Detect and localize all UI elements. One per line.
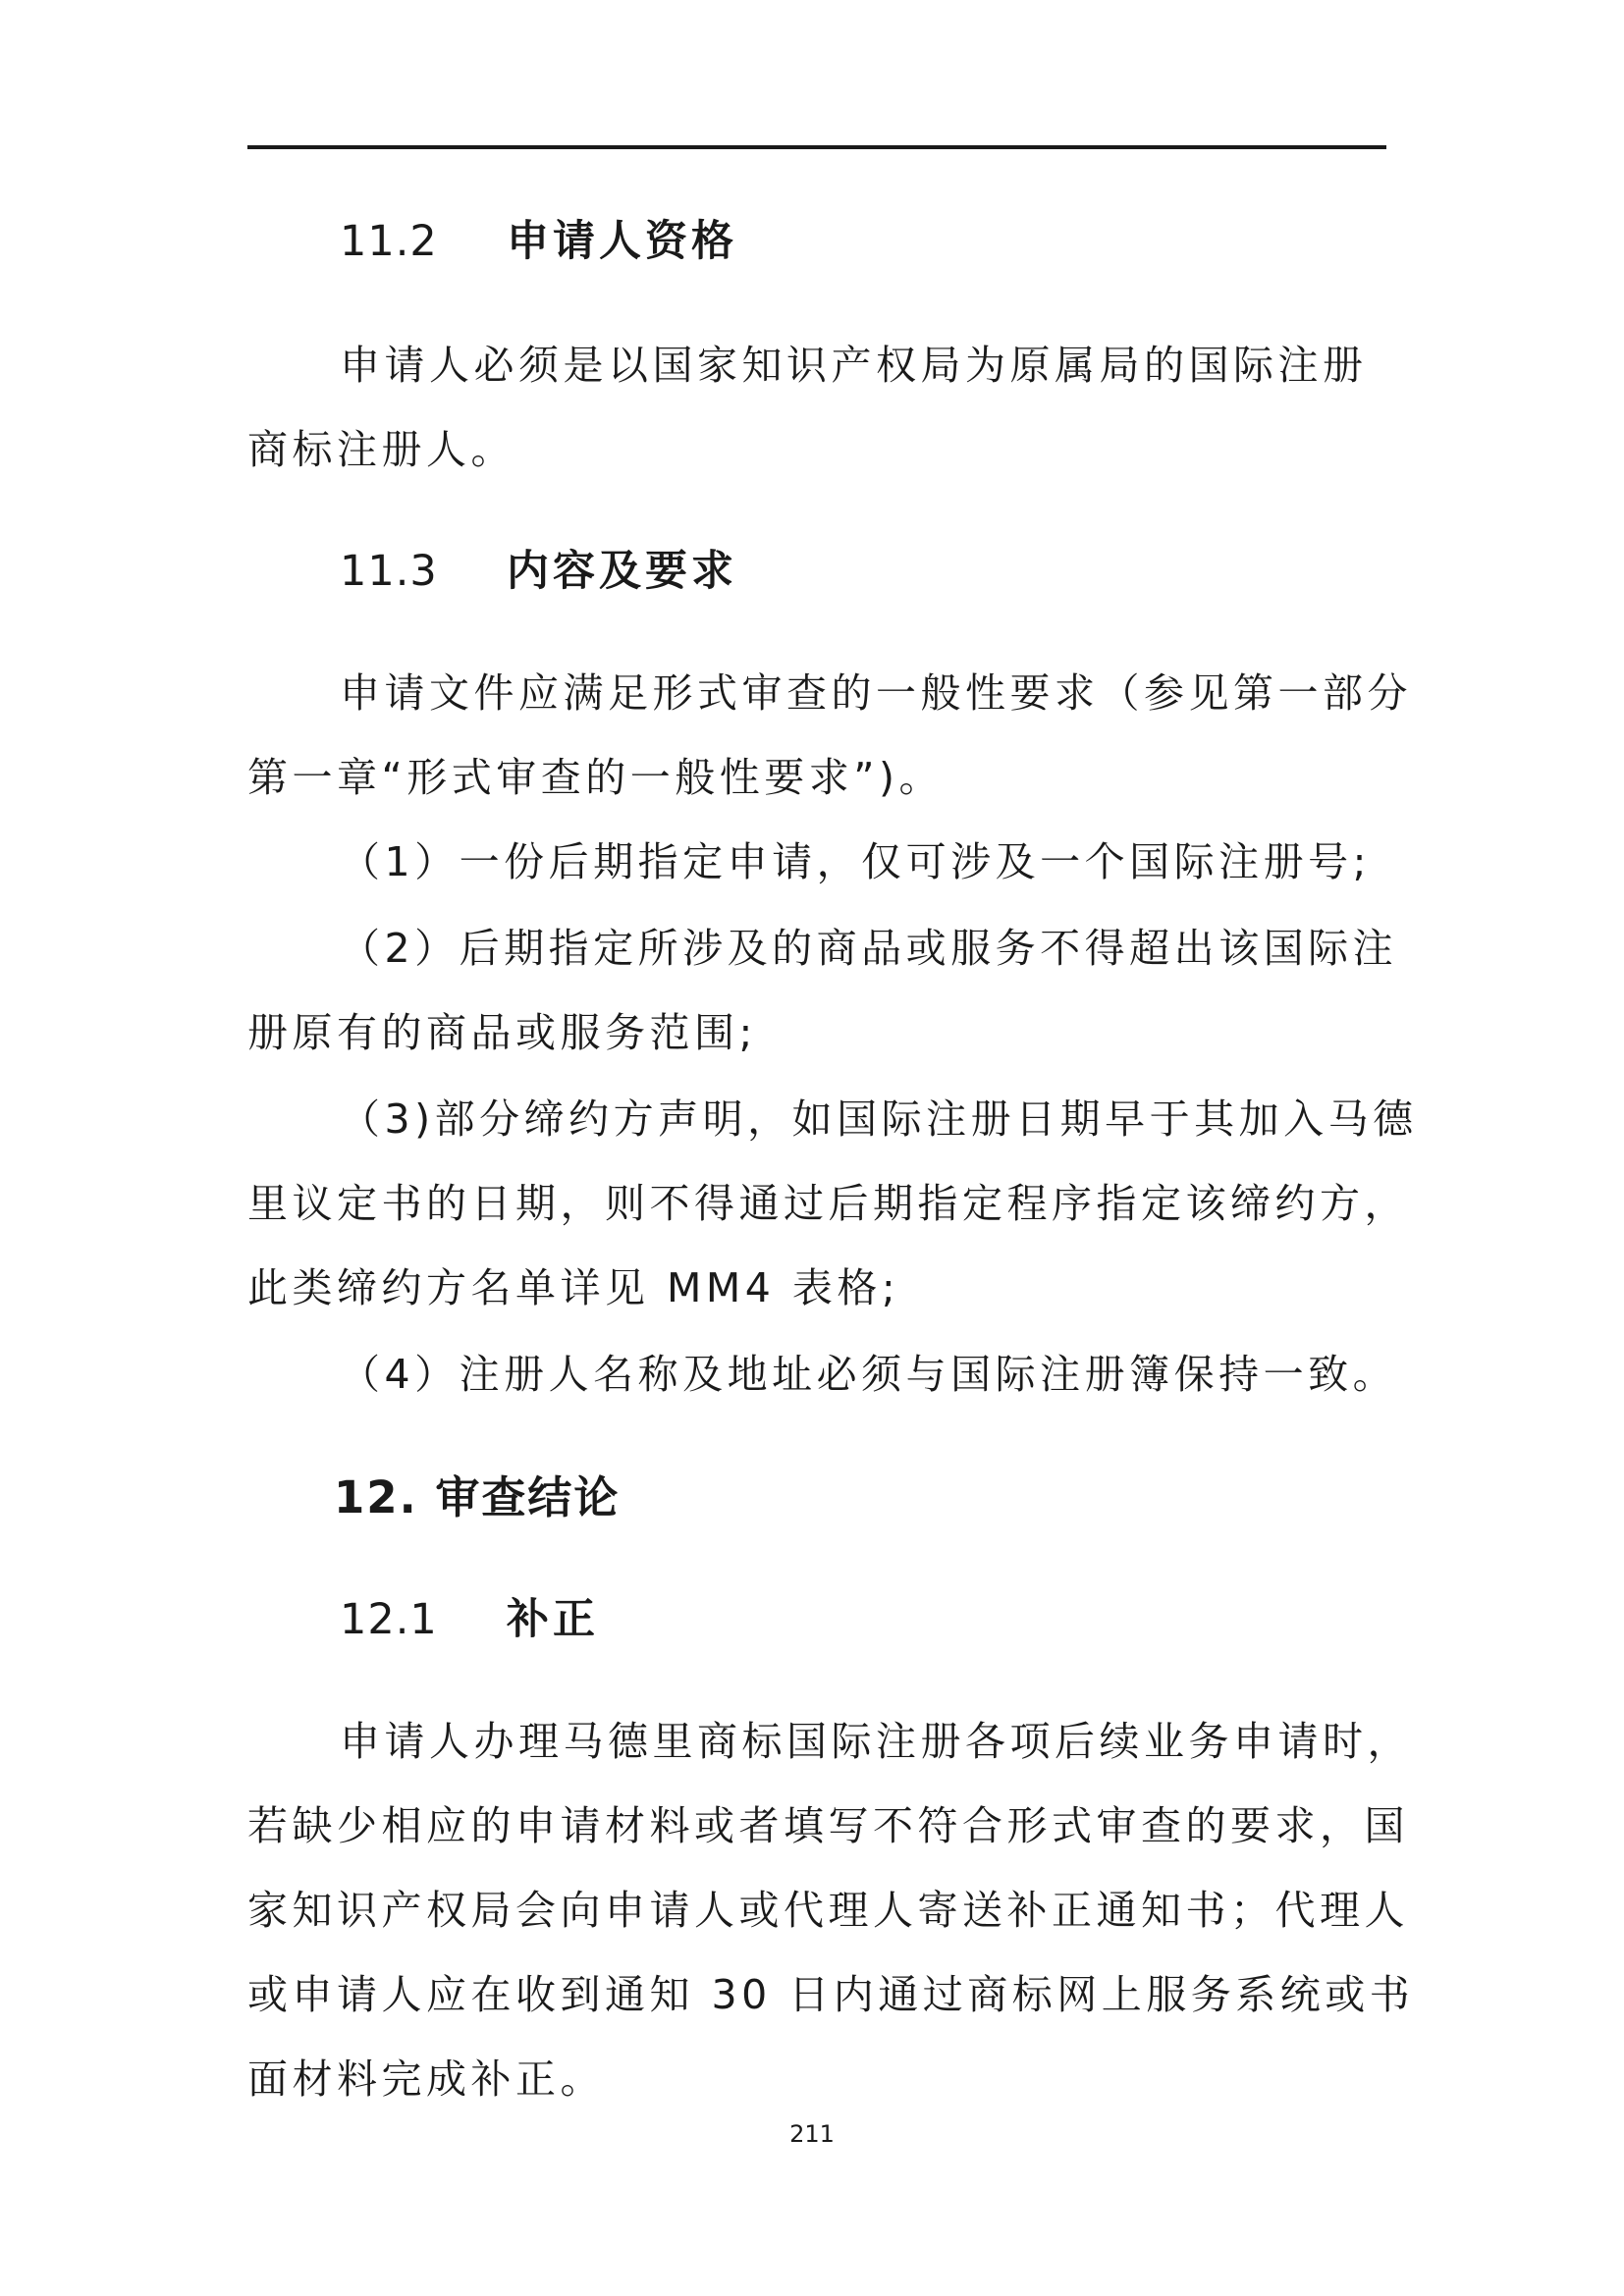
list-item-continuation: 里议定书的日期，则不得通过后期指定程序指定该缔约方，: [247, 1180, 1409, 1227]
section-title: 补正: [507, 1595, 599, 1644]
header-rule: [247, 145, 1386, 149]
section-12-1-heading: [340, 1594, 599, 1645]
section-title: 申请人资格: [507, 217, 737, 266]
paragraph-line: 或申请人应在收到通知 30 日内通过商标网上服务系统或书: [247, 1971, 1415, 2018]
section-title: 内容及要求: [507, 547, 737, 596]
paragraph-line: 商标注册人。: [247, 426, 515, 473]
section-12-heading: 12. 审查结论: [334, 1471, 621, 1523]
list-item: （2）后期指定所涉及的商品或服务不得超出该国际注: [340, 925, 1398, 972]
paragraph-line: 申请人必须是以国家知识产权局为原属局的国际注册: [340, 342, 1368, 389]
list-item-continuation: 册原有的商品或服务范围;: [247, 1009, 757, 1056]
paragraph-line: 第一章“形式审查的一般性要求”)。: [247, 754, 944, 801]
paragraph-line: 申请文件应满足形式审查的一般性要求（参见第一部分: [340, 669, 1412, 717]
section-number: 11.2: [340, 217, 438, 266]
paragraph-line: 若缺少相应的申请材料或者填写不符合形式审查的要求，国: [247, 1802, 1409, 1849]
list-item: （3)部分缔约方声明，如国际注册日期早于其加入马德: [340, 1095, 1418, 1143]
page-number: 211: [789, 2120, 835, 2148]
paragraph-line: 面材料完成补正。: [247, 2056, 605, 2103]
section-number: 12.1: [340, 1595, 438, 1644]
list-item: （1）一份后期指定申请，仅可涉及一个国际注册号;: [340, 838, 1371, 885]
section-11-3-heading: [340, 546, 737, 597]
section-11-2-heading: [340, 216, 737, 267]
list-item-continuation: 此类缔约方名单详见 MM4 表格;: [247, 1264, 900, 1311]
paragraph-line: 家知识产权局会向申请人或代理人寄送补正通知书；代理人: [247, 1887, 1409, 1934]
section-number: 11.3: [340, 547, 438, 596]
list-item: （4）注册人名称及地址必须与国际注册簿保持一致。: [340, 1351, 1398, 1398]
paragraph-line: 申请人办理马德里商标国际注册各项后续业务申请时，: [340, 1718, 1412, 1765]
